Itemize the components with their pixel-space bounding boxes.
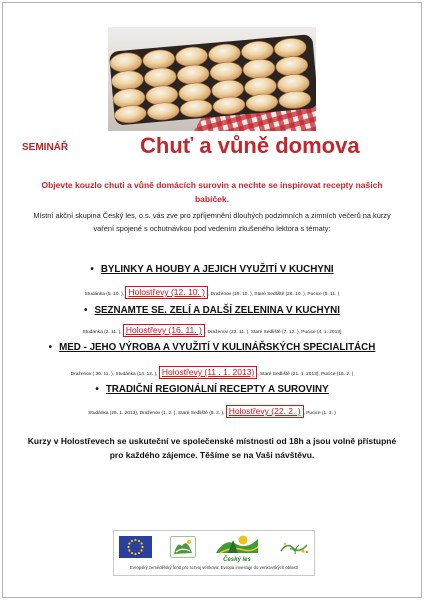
- eu-star-icon: [140, 549, 142, 551]
- topic-title: [20, 304, 404, 318]
- bullet-icon: [90, 263, 93, 277]
- footer-caption: Evropský zemědělský fond pro rozvoj venkova: Evropa investuje do venkovských oblastí: [129, 565, 299, 570]
- seminar-label: SEMINÁŘ: [22, 142, 69, 153]
- dates-before: Studánka (25. 1. 2013), Draženov (1. 2. ), Staré Sedliště (8. 2. ),: [88, 411, 226, 416]
- leader-logo: [170, 536, 196, 558]
- eu-star-icon: [140, 542, 142, 544]
- partner-logo: [279, 539, 311, 556]
- dates-after: , Draženov (19. 10. ), Staré Sedliště (26. 10. ), Pucice (9. 11. ): [207, 292, 340, 297]
- page-title: Chuť a vůně domova: [140, 133, 360, 158]
- eu-star-icon: [131, 552, 133, 554]
- partner-logo-dot: [301, 549, 304, 552]
- topic-dates: [20, 286, 404, 303]
- partner-logo-dot: [284, 543, 286, 545]
- partner-logo-dot: [306, 551, 308, 553]
- eu-star-icon: [131, 540, 133, 542]
- bullet-icon: [95, 383, 98, 397]
- intro-paragraph: Místní akční skupina Český les, o.s. vás zve pro zpříjemnění dlouhých podzimních a zimních večerů na kurzy vaření spojené s ochutnávkou pod vedením zkušeného lektora s tématy:: [33, 211, 391, 233]
- lead-paragraph: Objevte kouzlo chuti a vůně domácích surovin a nechte se inspirovat recepty našich babiček.: [41, 180, 383, 204]
- holostrevy-date-highlight: Holostřevy (11 . 1. 2013): [159, 366, 257, 379]
- topic-title: [20, 383, 404, 397]
- photo-buns-in-baking-tray: [108, 27, 316, 131]
- topic-dates: [20, 366, 404, 383]
- dates-before: Studánka (2. 11. ),: [82, 330, 123, 335]
- bullet-icon: [49, 341, 52, 355]
- dates-before: Studánka (5. 10. ),: [84, 292, 126, 297]
- topic-dates: [20, 324, 404, 341]
- cesky-les-logo-text: Český les: [223, 557, 251, 563]
- eu-star-icon: [128, 549, 130, 551]
- topic-title-label: SEZNAMTE SE. ZELÍ A DALŠÍ ZELENINA V KUCHYNI: [94, 305, 340, 316]
- closing-paragraph: Kurzy v Holostřevech se uskuteční ve společenské místnosti od 18h a jsou volně přístupné pro každého zájemce. Těšíme se na Vaši návštěvu.: [27, 436, 397, 460]
- eu-star-icon: [127, 546, 129, 548]
- eu-star-icon: [134, 539, 136, 541]
- dates-after: , Staré Sedliště (21. 1. 2013), Pucice (15. 2. ): [257, 372, 354, 377]
- topic-title: [20, 263, 404, 277]
- eu-star-icon: [141, 546, 143, 548]
- bullet-icon: [84, 304, 87, 318]
- eu-star-icon: [134, 553, 136, 555]
- topic-title-label: MED - JEHO VÝROBA A VYUŽITÍ V KULINÁŘSKÝCH SPECIALITÁCH: [59, 342, 376, 353]
- cesky-les-logo: [210, 532, 264, 564]
- leader-logo-dot: [187, 540, 191, 544]
- eu-flag-icon: [119, 536, 152, 558]
- dates-after: , Draženov (23. 11. ), Staré Sedliště (7. 12. ), Pucice (4. 1. 2013): [204, 330, 342, 335]
- dates-after: , Pucice (1. 3. ): [303, 411, 336, 416]
- topic-dates: [20, 405, 404, 422]
- eu-star-icon: [138, 552, 140, 554]
- topic-title-label: BYLINKY A HOUBY A JEJICH VYUŽITÍ V KUCHYNI: [100, 264, 334, 275]
- eu-star-icon: [128, 542, 130, 544]
- topic-title: [20, 341, 404, 355]
- topic-title-label: TRADIČNÍ REGIONÁLNÍ RECEPTY A SUROVINY: [105, 384, 329, 395]
- holostrevy-date-highlight: Holostřevy (12. 10. ): [125, 286, 208, 299]
- holostrevy-date-highlight: Holostřevy (22. 2. ): [226, 405, 304, 418]
- dates-before: Draženov ( 30. 11. ), Studánka (14. 12. ),: [70, 372, 159, 377]
- eu-star-icon: [138, 540, 140, 542]
- footer-logo-strip: [113, 530, 315, 576]
- cesky-les-sun: [239, 536, 248, 545]
- holostrevy-date-highlight: Holostřevy (16. 11. ): [123, 324, 205, 337]
